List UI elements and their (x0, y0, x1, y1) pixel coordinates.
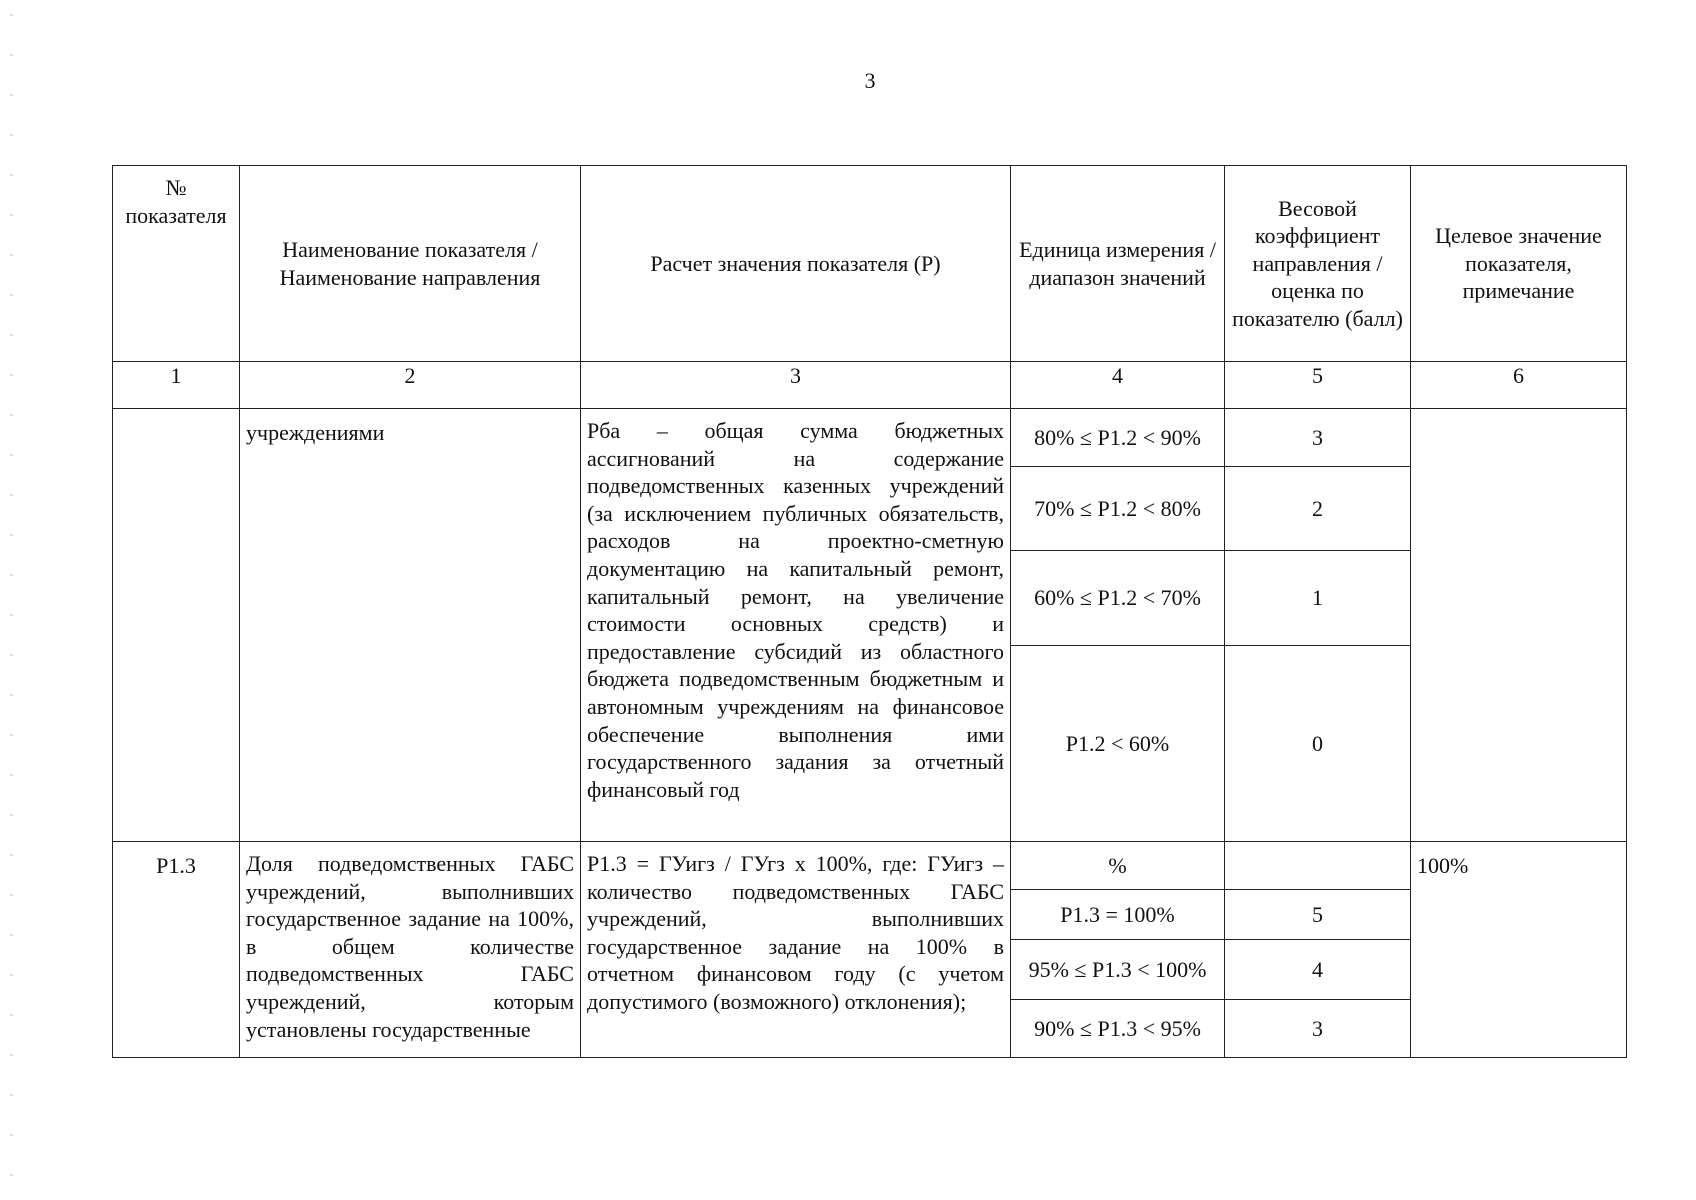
header-weight: Весовой коэффициент направления / оценка по показателю (балл) (1225, 166, 1411, 362)
score-value: 0 (1225, 646, 1411, 842)
column-number-row (113, 362, 1627, 409)
score-value: 3 (1225, 409, 1411, 467)
scan-edge-artifact (10, 0, 13, 1200)
range-value: 95% ≤ Р1.3 < 100% (1011, 940, 1225, 1000)
header-number: № показателя (113, 166, 240, 362)
indicator-calculation: Рба – общая сумма бюджетных ассигнований на содержание подведомственных казенных учреждений (за исключением публичных обязательств, расходов на проектно-сметную документацию на капитальный ремонт, капитальный ремонт, на увеличение стоимости основных средств) и предоставление субсидий из областного бюджета подведомственным бюджетным и автономным учреждениям на финансовое обеспечение выполнения ими государственного задания за отчетный финансовый год (581, 409, 1011, 842)
range-value: 70% ≤ Р1.2 < 80% (1011, 467, 1225, 551)
page-number: 3 (864, 68, 876, 93)
indicator-number: Р1.3 (113, 842, 240, 1058)
target-value: 100% (1411, 842, 1627, 1058)
score-value: 1 (1225, 551, 1411, 646)
target-empty (1411, 409, 1627, 842)
range-value: Р1.3 = 100% (1011, 890, 1225, 940)
column-number: 4 (1011, 362, 1225, 409)
indicator-name: учреждениями (240, 409, 581, 842)
column-number: 1 (113, 362, 240, 409)
column-number: 6 (1411, 362, 1627, 409)
indicator-number-empty (113, 409, 240, 842)
header-name: Наименование показателя / Наименование направления (240, 166, 581, 362)
score-empty (1225, 842, 1411, 890)
column-number: 5 (1225, 362, 1411, 409)
range-value: 80% ≤ Р1.2 < 90% (1011, 409, 1225, 467)
score-value: 5 (1225, 890, 1411, 940)
score-value: 4 (1225, 940, 1411, 1000)
indicator-table (112, 165, 1627, 1058)
table-row (113, 409, 1627, 467)
header-target: Целевое значение показателя, примечание (1411, 166, 1627, 362)
table-row (113, 842, 1627, 890)
column-number: 2 (240, 362, 581, 409)
header-unit: Единица измерения / диапазон значений (1011, 166, 1225, 362)
column-number: 3 (581, 362, 1011, 409)
indicator-name: Доля подведомственных ГАБС учреждений, выполнивших государственное задание на 100%, в общем количестве подведомственных ГАБС учреждений, которым установлены государственные (240, 842, 581, 1058)
header-calc: Расчет значения показателя (Р) (581, 166, 1011, 362)
indicator-calculation: Р1.3 = ГУигз / ГУгз х 100%, где: ГУигз – количество подведомственных ГАБС учреждений, выполнивших государственное задание на 100% в отчетном финансовом году (с учетом допустимого (возможного) отклонения); (581, 842, 1011, 1058)
range-value: 90% ≤ Р1.3 < 95% (1011, 1000, 1225, 1058)
score-value: 3 (1225, 1000, 1411, 1058)
header-row (113, 166, 1627, 362)
unit-value: % (1011, 842, 1225, 890)
score-value: 2 (1225, 467, 1411, 551)
range-value: 60% ≤ Р1.2 < 70% (1011, 551, 1225, 646)
range-value: Р1.2 < 60% (1011, 646, 1225, 842)
